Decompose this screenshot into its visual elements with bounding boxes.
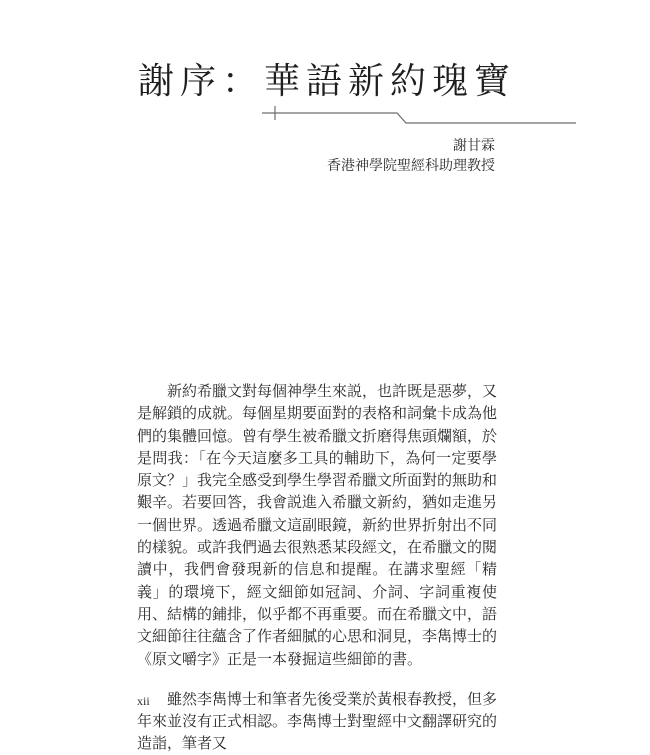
author-affiliation: 香港神學院聖經科助理教授 — [327, 158, 495, 174]
author-byline — [327, 136, 495, 176]
author-name: 謝甘霖 — [453, 138, 495, 154]
paragraph-2: 雖然李雋博士和筆者先後受業於黃根春教授，但多年來並沒有正式相認。李雋博士對聖經中文翻譯研究的造詣，筆者又 — [137, 689, 498, 753]
paragraph-1: 新約希臘文對每個神學生來説，也許既是惡夢，又是解鎖的成就。每個星期要面對的表格和詞彙卡成為他們的集體回憶。曾有學生被希臘文折磨得焦頭爛額，於是問我：「在今天這麼多工具的輔助下，為何一定要學原文？」我完全感受到學生學習希臘文所面對的無助和艱辛。若要回答，我會説進入希臘文新約，猶如走進另一個世界。透過希臘文這副眼鏡，新約世界折射出不同的樣貌。或許我們過去很熟悉某段經文，在希臘文的閱讀中，我們會發現新的信息和提醒。在講求聖經「精義」的環境下，經文細節如冠詞、介詞、字詞重複使用、結構的鋪排，似乎都不再重要。而在希臘文中，語文細節往往蘊含了作者細膩的心思和洞見，李雋博士的《原文嚼字》正是一本發掘這些細節的書。 — [137, 382, 498, 668]
body-text — [137, 380, 497, 755]
page-title: 謝序：華語新約瑰寶 — [138, 61, 517, 102]
page-number: xii — [137, 694, 150, 708]
